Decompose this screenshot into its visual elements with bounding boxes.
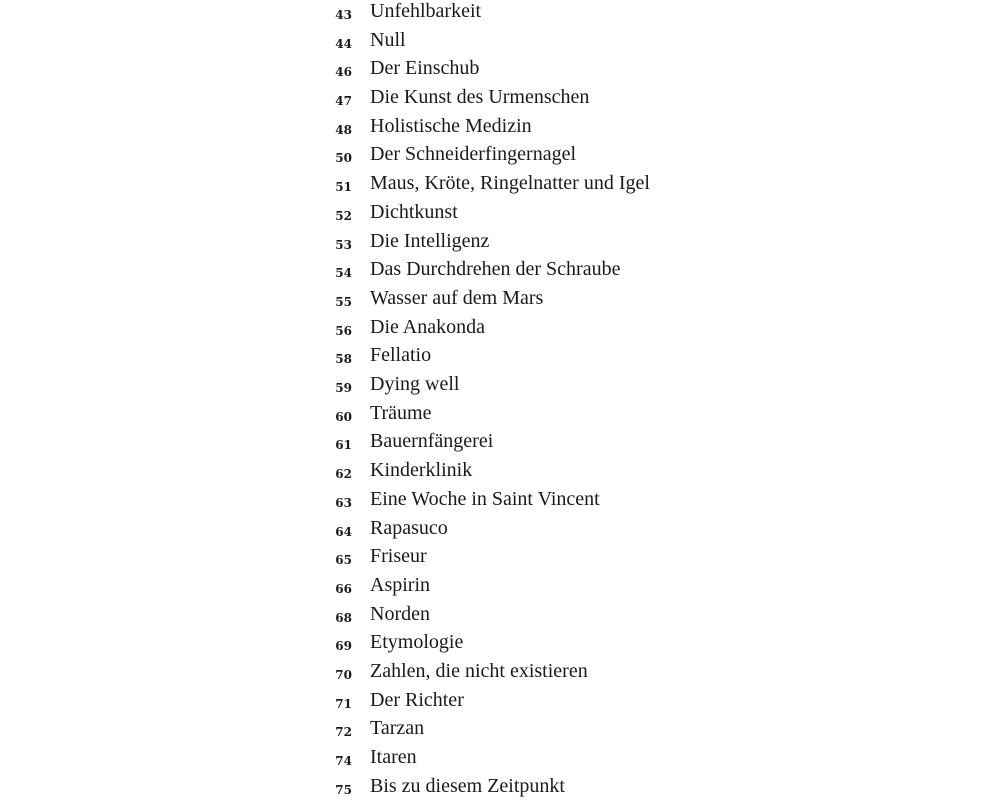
toc-entry [0, 373, 1000, 401]
toc-entry [0, 517, 1000, 545]
toc-entry-title: Holistische Medizin [370, 115, 532, 137]
toc-entry [0, 660, 1000, 688]
toc-entry-title: Unfehlbarkeit [370, 0, 482, 22]
toc-entry-title: Bauernfängerei [370, 430, 494, 452]
toc-entry [0, 230, 1000, 258]
toc-entry [0, 143, 1000, 171]
toc-entry-title: Der Einschub [370, 57, 480, 79]
toc-entry [0, 746, 1000, 774]
toc-page-number: 54 [335, 266, 352, 280]
toc-page-number: 51 [335, 180, 352, 194]
toc-entry [0, 287, 1000, 315]
toc-entry [0, 488, 1000, 516]
toc-page-number: 71 [335, 697, 352, 711]
toc-entry [0, 57, 1000, 85]
toc-page-number: 72 [335, 725, 352, 739]
toc-page-number: 65 [335, 553, 352, 567]
toc-entry [0, 545, 1000, 573]
toc-entry [0, 115, 1000, 143]
toc-entry [0, 86, 1000, 114]
toc-entry-title: Die Intelligenz [370, 230, 490, 252]
toc-page-number: 69 [335, 639, 352, 653]
toc-page-number: 56 [335, 324, 352, 338]
toc-entry-title: Wasser auf dem Mars [370, 287, 544, 309]
toc-page-number: 46 [335, 65, 352, 79]
toc-entry [0, 775, 1000, 803]
toc-page-number: 43 [335, 8, 352, 22]
toc-entry [0, 430, 1000, 458]
toc-page-number: 52 [335, 209, 352, 223]
toc-page-number: 64 [335, 525, 352, 539]
toc-entry [0, 459, 1000, 487]
toc-entry-title: Maus, Kröte, Ringelnatter und Igel [370, 172, 650, 194]
toc-entry-title: Der Richter [370, 689, 464, 711]
toc-page-number: 60 [335, 410, 352, 424]
toc-entry-title: Zahlen, die nicht existieren [370, 660, 588, 682]
toc-page-number: 59 [335, 381, 352, 395]
toc-page-number: 47 [335, 94, 352, 108]
toc-entry-title: Itaren [370, 746, 417, 768]
toc-entry [0, 258, 1000, 286]
toc-entry [0, 574, 1000, 602]
toc-entry-title: Aspirin [370, 574, 430, 596]
toc-entry-title: Null [370, 29, 406, 51]
toc-entry [0, 344, 1000, 372]
toc-entry-title: Der Schneiderfingernagel [370, 143, 577, 165]
toc-page-number: 58 [335, 352, 352, 366]
toc-page-number: 48 [335, 123, 352, 137]
toc-entry-title: Tarzan [370, 717, 425, 739]
toc-entry-title: Etymologie [370, 631, 464, 653]
toc-page-number: 55 [335, 295, 352, 309]
toc-entry [0, 201, 1000, 229]
toc-entry-title: Dying well [370, 373, 460, 395]
toc-entry [0, 172, 1000, 200]
toc-page-number: 70 [335, 668, 352, 682]
toc-entry-title: Norden [370, 603, 430, 625]
toc-page-number: 74 [335, 754, 352, 768]
toc-entry-title: Träume [370, 402, 432, 424]
toc-page-number: 62 [335, 467, 352, 481]
toc-page-number: 66 [335, 582, 352, 596]
toc-entry-title: Das Durchdrehen der Schraube [370, 258, 621, 280]
toc-entry-title: Die Kunst des Urmenschen [370, 86, 590, 108]
toc-page-number: 50 [335, 151, 352, 165]
toc-page-number: 61 [335, 438, 352, 452]
toc-entry-title: Bis zu diesem Zeitpunkt [370, 775, 565, 797]
toc-entry [0, 689, 1000, 717]
toc-entry-title: Eine Woche in Saint Vincent [370, 488, 600, 510]
toc-entry-title: Fellatio [370, 344, 432, 366]
toc-entry [0, 0, 1000, 28]
toc-entry-title: Kinderklinik [370, 459, 473, 481]
toc-entry-title: Friseur [370, 545, 427, 567]
toc-entry [0, 29, 1000, 57]
toc-entry-title: Dichtkunst [370, 201, 458, 223]
toc-page-number: 44 [335, 37, 352, 51]
toc-entry [0, 402, 1000, 430]
toc-entry-title: Rapasuco [370, 517, 448, 539]
toc-entry [0, 717, 1000, 745]
toc-page-number: 75 [335, 783, 352, 797]
toc-entry [0, 631, 1000, 659]
toc-page-number: 68 [335, 611, 352, 625]
toc-entry [0, 603, 1000, 631]
toc-page-number: 63 [335, 496, 352, 510]
toc-entry-title: Die Anakonda [370, 316, 485, 338]
toc-entry [0, 316, 1000, 344]
toc-page-number: 53 [335, 238, 352, 252]
